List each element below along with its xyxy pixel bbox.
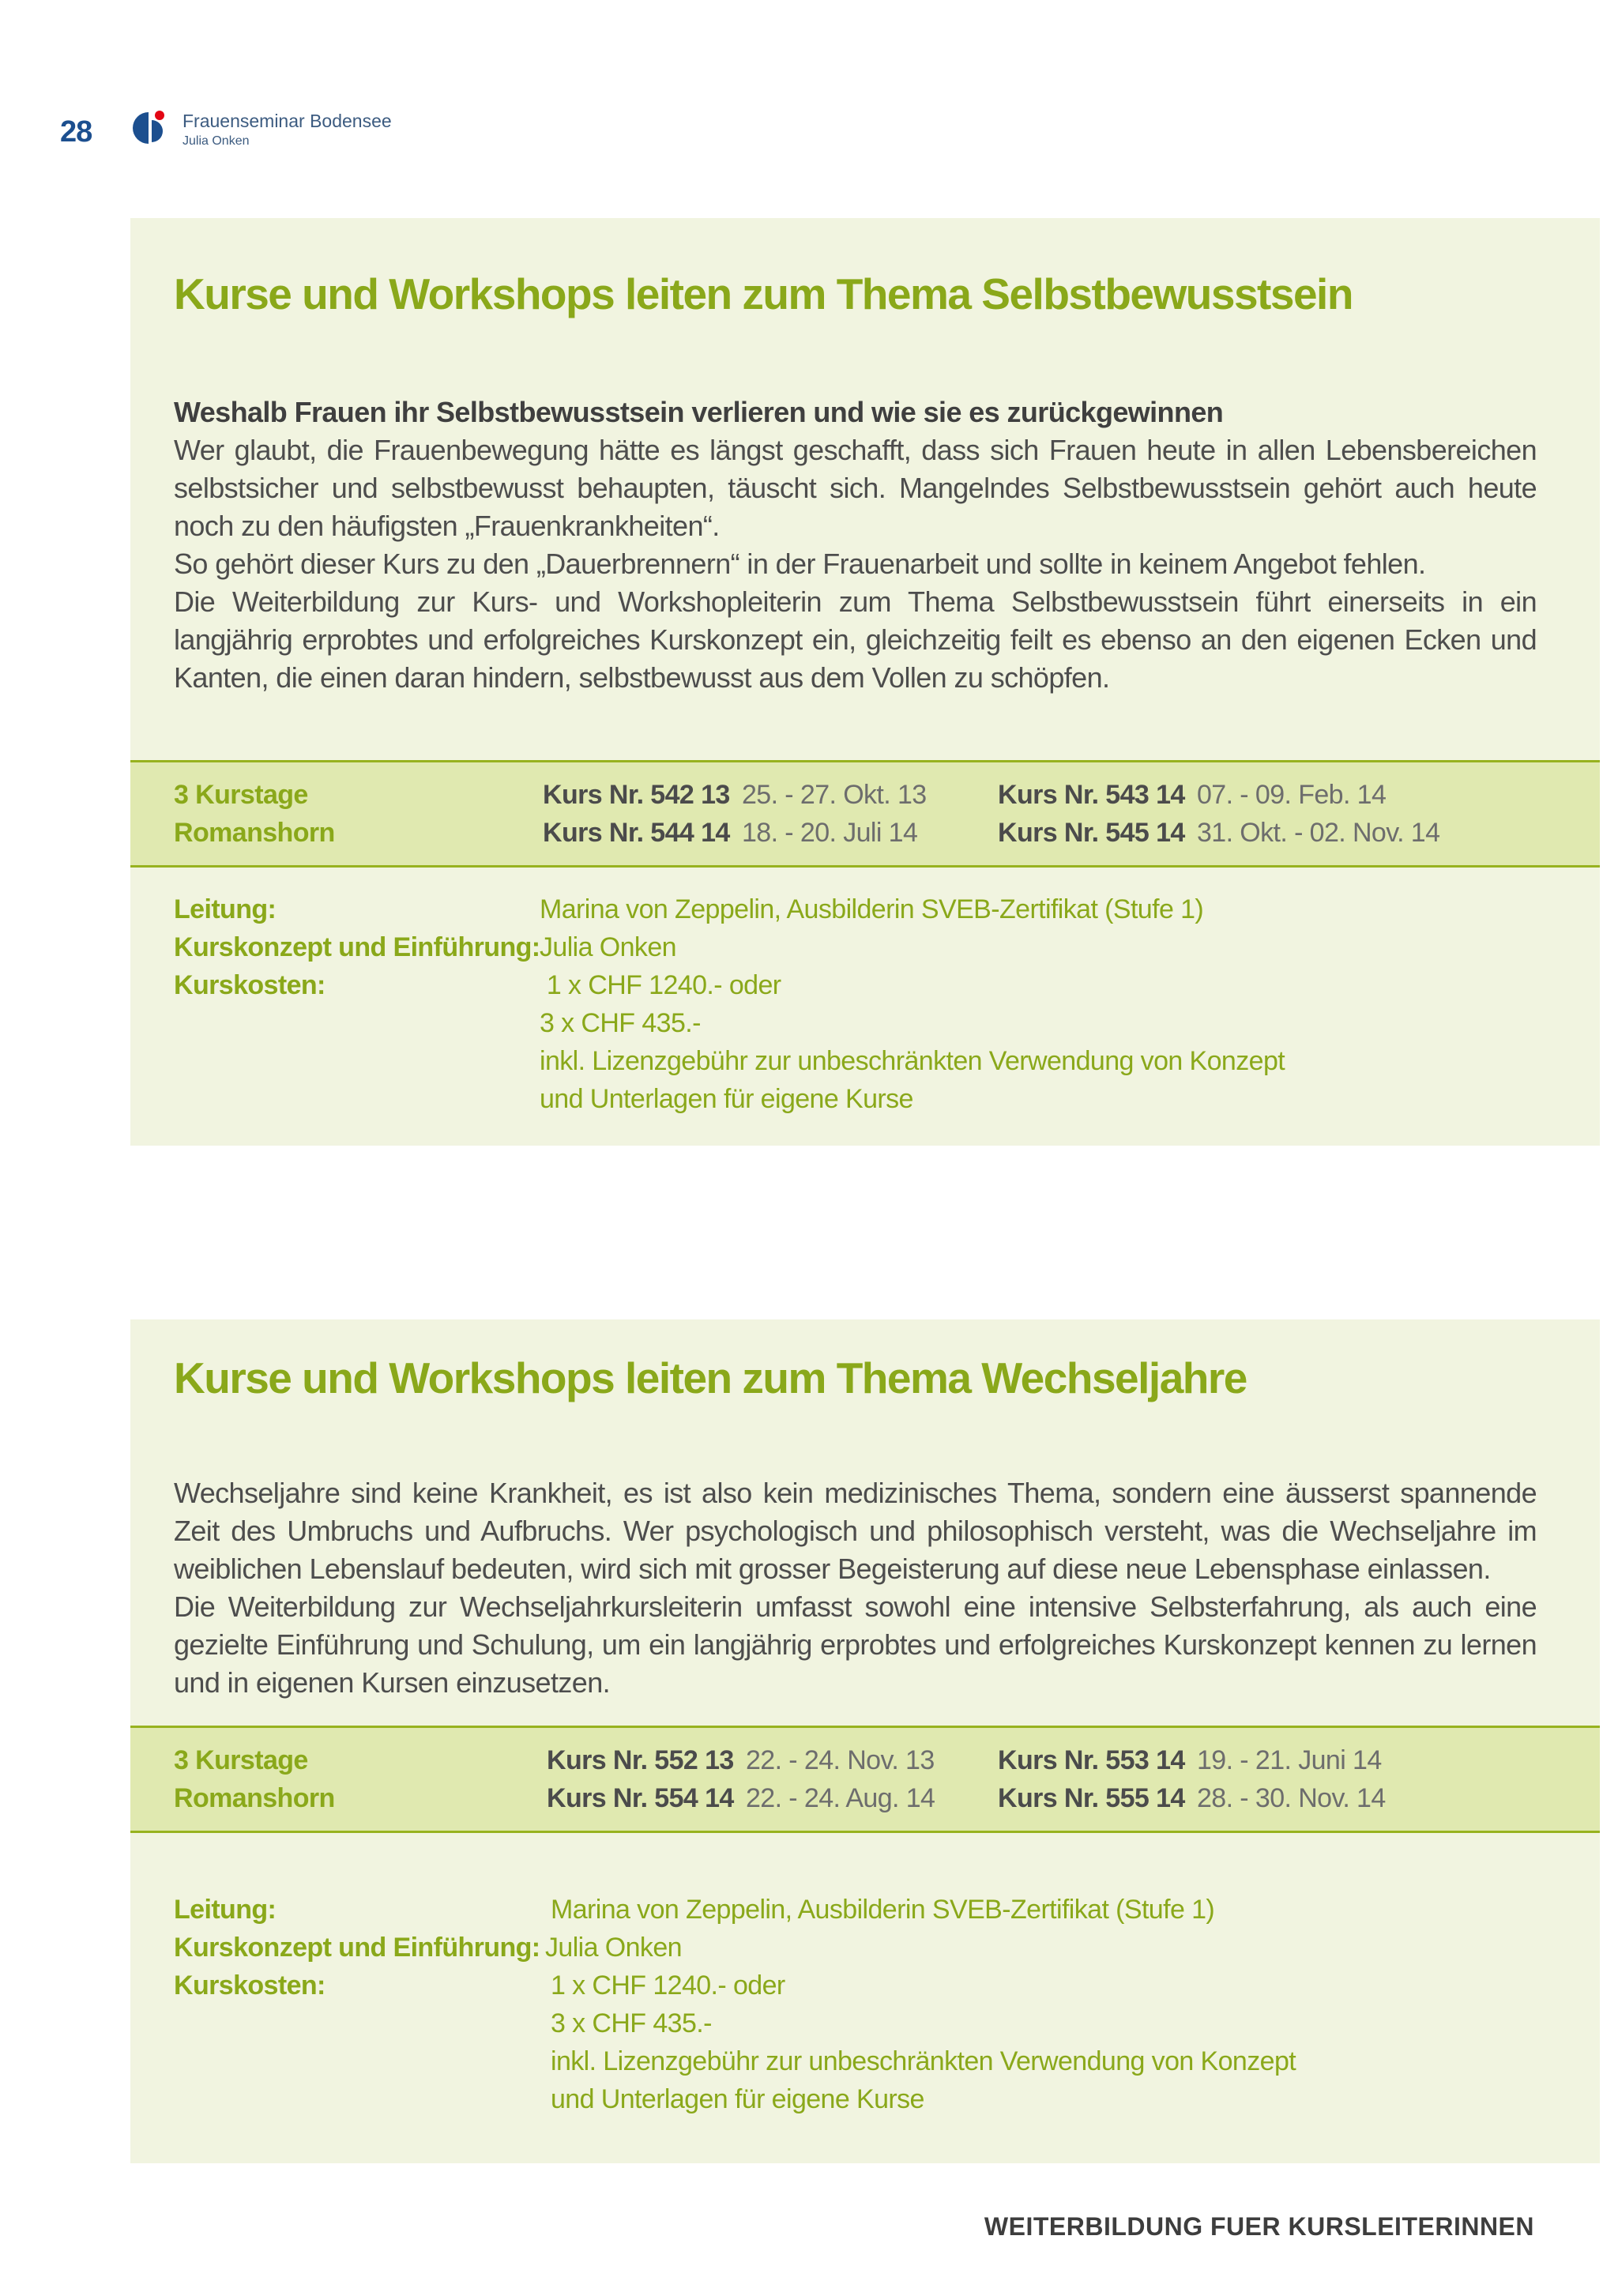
section-title: Kurse und Workshops leiten zum Thema Selbstbewusstsein xyxy=(174,269,1353,318)
org-name: Frauenseminar Bodensee xyxy=(182,111,392,131)
course-dates-band xyxy=(130,1726,1600,1833)
kosten-line: und Unterlagen für eigene Kurse xyxy=(540,1084,913,1114)
kosten-line: 1 x CHF 1240.- oder xyxy=(551,1970,785,2001)
course-days: 3 Kurstage xyxy=(174,1745,308,1775)
course-date: 22. - 24. Aug. 14 xyxy=(746,1783,935,1813)
course-location: Romanshorn xyxy=(174,1783,335,1813)
course-number: Kurs Nr. 544 14 xyxy=(543,818,730,848)
konzept-label: Kurskonzept und Einführung: xyxy=(174,1933,540,1963)
kosten-label: Kurskosten: xyxy=(174,970,325,1000)
section-paragraph: Die Weiterbildung zur Kurs- und Workshopleiterin zum Thema Selbstbewusstsein führt einerseits in ein langjährig erprobtes und erfolgreiches Kurskonzept ein, gleichzeitig feilt es ebenso an den eigenen Ecken und Kanten, die einen daran hindern, selbstbewusst aus dem Vollen zu schöpfen. xyxy=(174,585,1537,694)
kosten-label: Kurskosten: xyxy=(174,1970,325,2001)
section-body xyxy=(174,1474,1537,1702)
course-date: 19. - 21. Juni 14 xyxy=(1197,1745,1382,1775)
kosten-line: inkl. Lizenzgebühr zur unbeschränkten Verwendung von Konzept xyxy=(551,2046,1296,2076)
course-section-wechseljahre xyxy=(130,1319,1600,2163)
section-paragraph: Wer glaubt, die Frauenbewegung hätte es längst geschafft, dass sich Frauen heute in allen Lebensbereichen selbstsicher und selbstbewusst behaupten, täuscht sich. Mangelndes Selbstbewusstsein gehört auch heute noch zu den häufigsten „Frauenkrankheiten“. xyxy=(174,434,1537,542)
course-number: Kurs Nr. 554 14 xyxy=(547,1783,734,1813)
course-date: 28. - 30. Nov. 14 xyxy=(1197,1783,1386,1813)
leitung-value: Marina von Zeppelin, Ausbilderin SVEB-Zertifikat (Stufe 1) xyxy=(540,894,1204,924)
section-lead: Weshalb Frauen ihr Selbstbewusstsein verlieren und wie sie es zurückgewinnen xyxy=(174,396,1224,428)
org-person: Julia Onken xyxy=(182,134,250,148)
course-date: 25. - 27. Okt. 13 xyxy=(742,780,927,810)
page-number: 28 xyxy=(60,115,92,149)
konzept-label: Kurskonzept und Einführung: xyxy=(174,932,540,962)
course-number: Kurs Nr. 555 14 xyxy=(998,1783,1185,1813)
section-paragraph: Die Weiterbildung zur Wechseljahrkursleiterin umfasst sowohl eine intensive Selbsterfahrung, als auch eine gezielte Einführung und Schulung, um ein langjährig erprobtes und erfolgreiches Kurskonzept kennen zu lernen und in eigenen Kursen einzusetzen. xyxy=(174,1590,1537,1699)
course-date: 31. Okt. - 02. Nov. 14 xyxy=(1197,818,1440,848)
konzept-value: Julia Onken xyxy=(545,1933,682,1963)
course-section-selbstbewusstsein xyxy=(130,218,1600,1146)
course-days: 3 Kurstage xyxy=(174,780,308,810)
course-date: 07. - 09. Feb. 14 xyxy=(1197,780,1387,810)
course-number: Kurs Nr. 553 14 xyxy=(998,1745,1185,1775)
kosten-line: und Unterlagen für eigene Kurse xyxy=(551,2084,924,2114)
leitung-label: Leitung: xyxy=(174,894,277,924)
leitung-label: Leitung: xyxy=(174,1895,277,1925)
leitung-value: Marina von Zeppelin, Ausbilderin SVEB-Zertifikat (Stufe 1) xyxy=(551,1895,1215,1925)
kosten-line: 3 x CHF 435.- xyxy=(551,2008,712,2038)
course-date: 22. - 24. Nov. 13 xyxy=(746,1745,935,1775)
footer-section-label: WEITERBILDUNG FUER KURSLEITERINNEN xyxy=(984,2212,1534,2241)
frauenseminar-logo-icon xyxy=(128,109,175,147)
course-location: Romanshorn xyxy=(174,818,335,848)
section-paragraph: Wechseljahre sind keine Krankheit, es ist also kein medizinisches Thema, sondern eine äusserst spannende Zeit des Umbruchs und Aufbruchs. Wer psychologisch und philosophisch versteht, was die Wechseljahre im weiblichen Lebenslauf bedeuten, wird sich mit grosser Begeisterung auf diese neue Lebensphase einlassen. xyxy=(174,1477,1537,1585)
course-number: Kurs Nr. 543 14 xyxy=(998,780,1185,810)
kosten-line: 3 x CHF 435.- xyxy=(540,1008,701,1038)
section-paragraph: So gehört dieser Kurs zu den „Dauerbrennern“ in der Frauenarbeit und sollte in keinem Angebot fehlen. xyxy=(174,548,1426,580)
course-number: Kurs Nr. 545 14 xyxy=(998,818,1185,848)
kosten-line: 1 x CHF 1240.- oder xyxy=(540,970,781,1000)
course-number: Kurs Nr. 552 13 xyxy=(547,1745,734,1775)
course-number: Kurs Nr. 542 13 xyxy=(543,780,730,810)
section-title: Kurse und Workshops leiten zum Thema Wechseljahre xyxy=(174,1353,1247,1402)
course-dates-band xyxy=(130,760,1600,868)
section-body xyxy=(174,393,1537,697)
course-date: 18. - 20. Juli 14 xyxy=(742,818,918,848)
kosten-line: inkl. Lizenzgebühr zur unbeschränkten Verwendung von Konzept xyxy=(540,1046,1285,1076)
konzept-value: Julia Onken xyxy=(540,932,676,962)
